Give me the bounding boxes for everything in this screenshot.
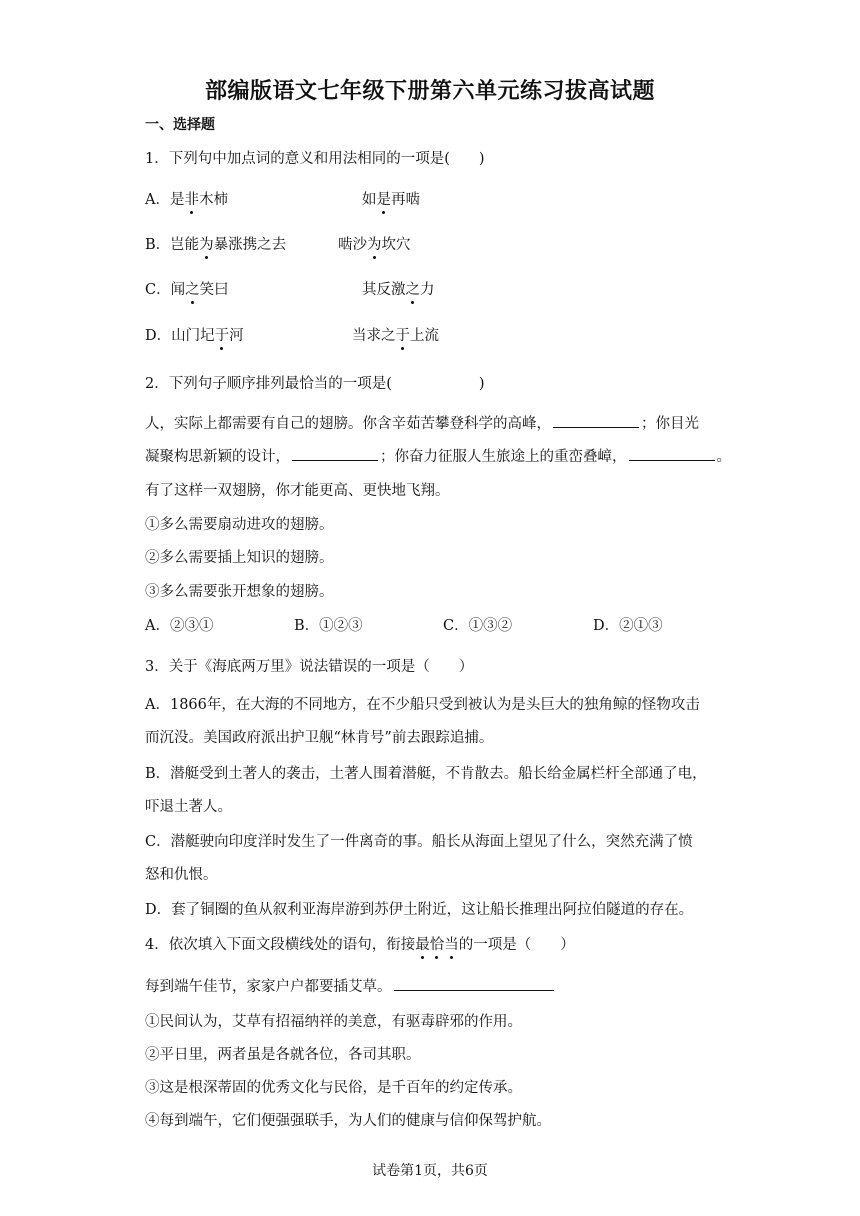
q1-option-a-left: A．是非木柿 xyxy=(145,192,228,208)
question-1-stem: 1．下列句中加点词的意义和用法相同的一项是( ) xyxy=(145,151,485,167)
q2-option-c: C．①③② xyxy=(443,618,513,634)
emphasis-dot: 最 xyxy=(415,937,430,953)
question-4-stem: 4．依次填入下面文段横线处的语句，衔接最恰当的一项是（ ） xyxy=(145,937,575,953)
emphasis-dot: 非 xyxy=(184,192,199,208)
answer-blank xyxy=(553,413,639,428)
q2-option-b: B．①②③ xyxy=(294,618,363,634)
emphasis-dot: 于 xyxy=(395,328,410,344)
question-3-stem: 3．关于《海底两万里》说法错误的一项是（ ） xyxy=(145,659,474,675)
q4-sentence-2: ②平日里，两者虽是各就各位，各司其职。 xyxy=(145,1047,421,1063)
q2-passage-line-1: 人，实际上都需要有自己的翅膀。你含辛茹苦攀登科学的高峰， ；你目光 xyxy=(145,412,699,433)
q1-option-c-left: C．闻之笑曰 xyxy=(145,282,229,298)
emphasis-dot: 当 xyxy=(444,937,459,953)
q2-sentence-3: ③多么需要张开想象的翅膀。 xyxy=(145,584,334,600)
answer-blank xyxy=(292,446,378,461)
emphasis-dot: 恰 xyxy=(429,937,445,953)
page-title: 部编版语文七年级下册第六单元练习拔高试题 xyxy=(204,79,655,104)
page-footer: 试卷第1页，共6页 xyxy=(372,1163,488,1179)
q2-sentence-1: ①多么需要扇动进攻的翅膀。 xyxy=(145,517,334,533)
answer-blank xyxy=(629,446,715,461)
q4-sentence-4: ④每到端午，它们便强强联手，为人们的健康与信仰保驾护航。 xyxy=(145,1113,551,1129)
answer-blank xyxy=(394,976,554,991)
emphasis-dot: 是 xyxy=(376,192,391,208)
question-2-stem: 2．下列句子顺序排列最恰当的一项是( ) xyxy=(145,376,485,392)
q4-sentence-1: ①民间认为，艾草有招福纳祥的美意，有驱毒辟邪的作用。 xyxy=(145,1014,522,1030)
q3-option-b-line-1: B．潜艇受到土著人的袭击，土著人围着潜艇，不肯散去。船长给金属栏杆全部通了电， xyxy=(145,766,707,782)
q2-option-a: A．②③① xyxy=(145,618,214,634)
q1-option-d-left: D．山门圮于河 xyxy=(145,328,244,344)
q2-passage-line-2: 凝聚构思新颖的设计， ；你奋力征服人生旅途上的重峦叠嶂， 。 xyxy=(145,445,731,466)
q1-option-a-right: 如是再啮 xyxy=(362,192,420,208)
q2-option-d: D．②①③ xyxy=(593,618,663,634)
q3-option-d: D．套了铜圈的鱼从叙利亚海岸游到苏伊土附近，这让船长推理出阿拉伯隧道的存在。 xyxy=(145,902,694,918)
emphasis-dot: 于 xyxy=(214,328,230,344)
section-heading: 一、选择题 xyxy=(145,117,215,133)
q2-passage-line-3: 有了这样一双翅膀，你才能更高、更快地飞翔。 xyxy=(145,483,450,499)
emphasis-dot: 之 xyxy=(185,282,200,298)
q3-option-c-line-2: 怒和仇恨。 xyxy=(145,867,218,883)
emphasis-dot: 之 xyxy=(405,282,420,298)
q1-option-d-right: 当求之于上流 xyxy=(352,328,439,344)
q3-option-c-line-1: C．潜艇驶向印度洋时发生了一件离奇的事。船长从海面上望见了什么，突然充满了愤 xyxy=(145,834,693,850)
emphasis-dot: 为 xyxy=(367,237,382,253)
q1-option-c-right: 其反激之力 xyxy=(362,282,435,298)
q1-option-b-left: B．岂能为暴涨携之去 xyxy=(145,237,287,253)
q3-option-b-line-2: 吓退土著人。 xyxy=(145,799,232,815)
q2-sentence-2: ②多么需要插上知识的翅膀。 xyxy=(145,550,334,566)
q3-option-a-line-1: A．1866年，在大海的不同地方，在不少船只受到被认为是头巨大的独角鲸的怪物攻击 xyxy=(145,697,700,713)
q4-lead-line: 每到端午佳节，家家户户都要插艾草。 xyxy=(145,975,556,996)
q3-option-a-line-2: 而沉没。美国政府派出护卫舰“林肯号”前去跟踪追捕。 xyxy=(145,730,494,746)
q1-option-b-right: 啮沙为坎穴 xyxy=(338,237,411,253)
q4-sentence-3: ③这是根深蒂固的优秀文化与民俗，是千百年的约定传承。 xyxy=(145,1080,522,1096)
emphasis-dot: 为 xyxy=(199,237,214,253)
